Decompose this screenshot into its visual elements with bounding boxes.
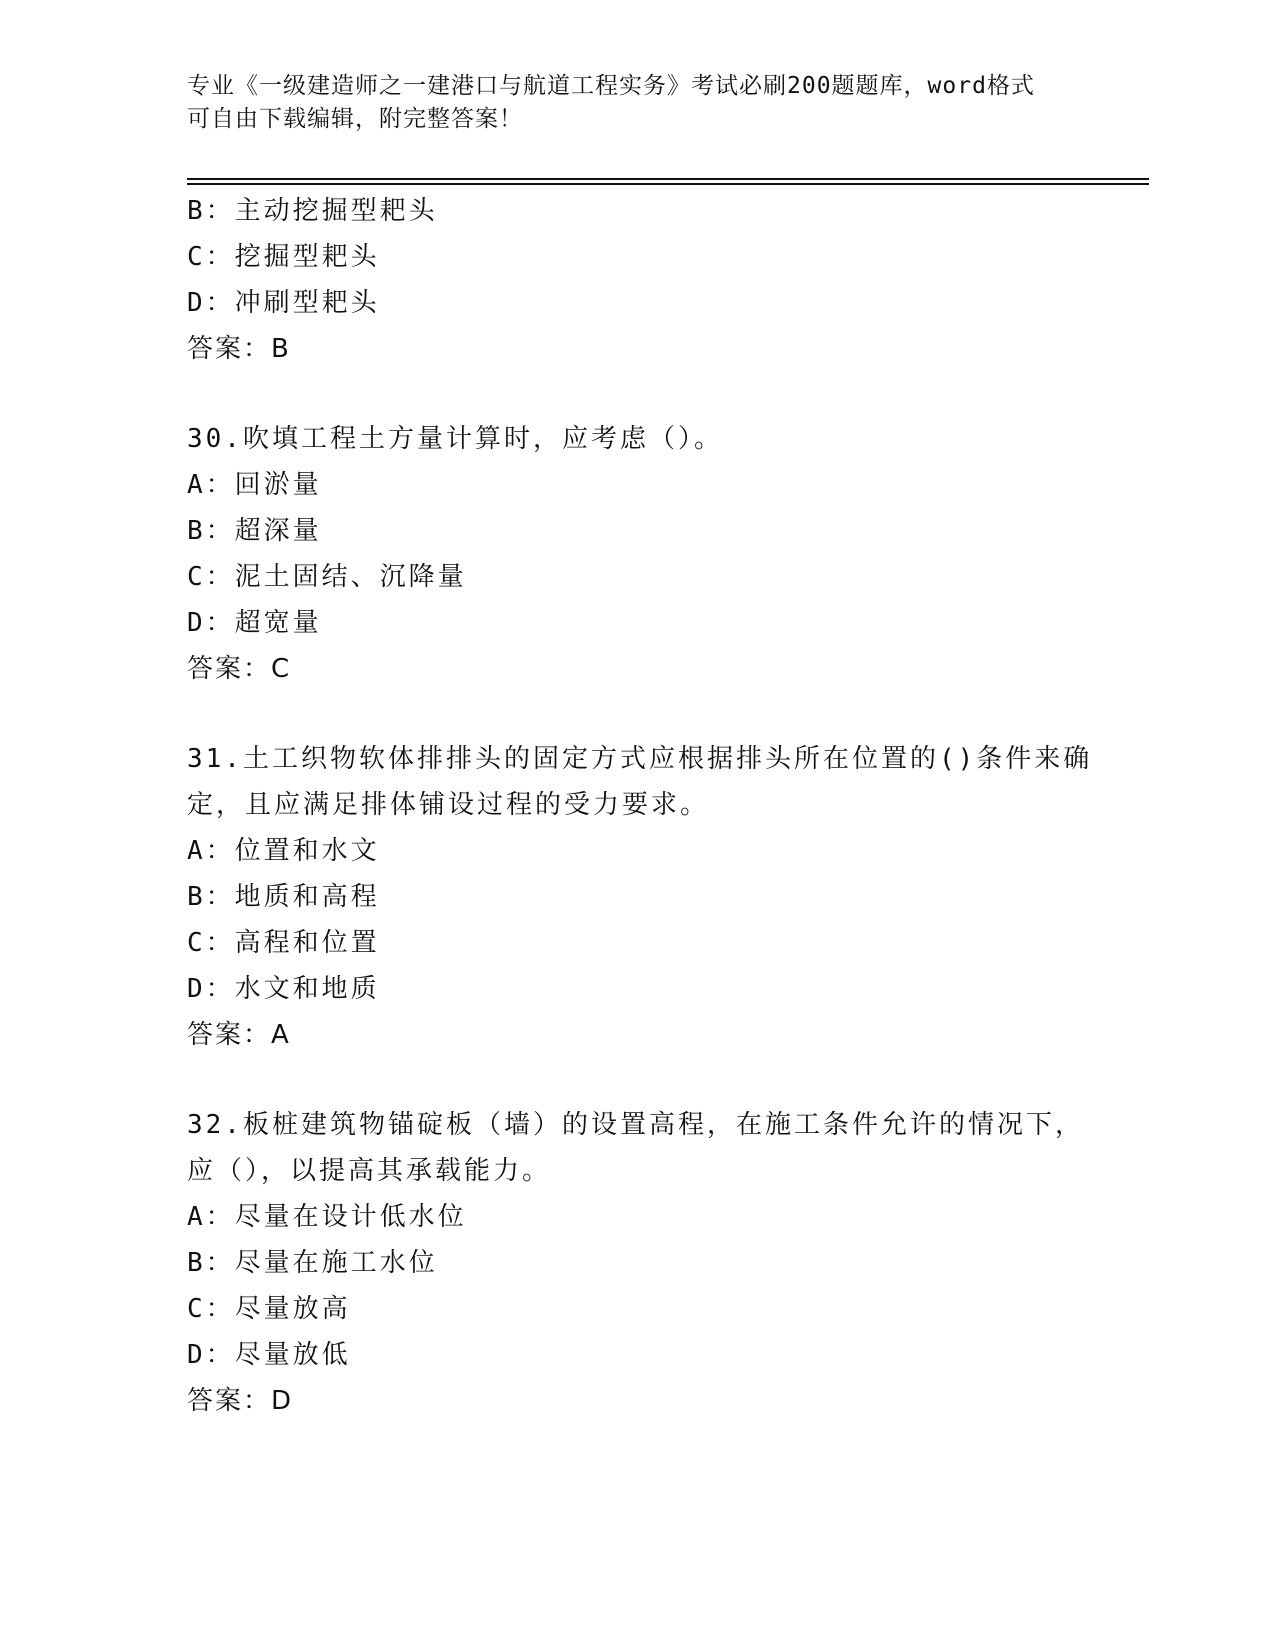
option-c: C：尽量放高 [187, 1294, 351, 1324]
question-32 [187, 1102, 1087, 1424]
document-header [187, 70, 1087, 136]
answer-line: 答案：B [187, 334, 291, 364]
question-31 [187, 736, 1093, 1058]
question-29-tail [187, 188, 1087, 372]
header-divider-top [187, 178, 1149, 180]
option-a: A：回淤量 [187, 470, 322, 500]
header-divider-bottom [187, 183, 1149, 185]
question-30 [187, 416, 1087, 692]
option-c: C：高程和位置 [187, 928, 380, 958]
option-b: B：超深量 [187, 516, 322, 546]
answer-line: 答案：C [187, 654, 292, 684]
answer-line: 答案：A [187, 1020, 291, 1050]
question-stem-line-1: 31.土工织物软体排排头的固定方式应根据排头所在位置的()条件来确 [187, 744, 1093, 774]
header-line-2: 可自由下载编辑，附完整答案！ [187, 106, 523, 132]
option-b: B：地质和高程 [187, 882, 380, 912]
option-d: D：超宽量 [187, 608, 322, 638]
option-d: D：水文和地质 [187, 974, 380, 1004]
option-c: C：泥土固结、沉降量 [187, 562, 467, 592]
option-d: D：冲刷型耙头 [187, 288, 380, 318]
question-stem-line-2: 应（），以提高其承载能力。 [187, 1156, 552, 1186]
option-b: B：尽量在施工水位 [187, 1248, 438, 1278]
header-line-1: 专业《一级建造师之一建港口与航道工程实务》考试必刷200题题库，word格式 [187, 73, 1035, 99]
question-content [187, 188, 1093, 1424]
option-a: A：位置和水文 [187, 836, 380, 866]
option-b: B：主动挖掘型耙头 [187, 196, 438, 226]
question-stem-line-1: 32.板桩建筑物锚碇板（墙）的设置高程，在施工条件允许的情况下， [187, 1110, 1084, 1140]
question-stem: 30.吹填工程土方量计算时，应考虑（）。 [187, 424, 723, 454]
option-a: A：尽量在设计低水位 [187, 1202, 467, 1232]
question-stem-line-2: 定，且应满足排体铺设过程的受力要求。 [187, 790, 710, 820]
answer-line: 答案：D [187, 1386, 294, 1416]
option-d: D：尽量放低 [187, 1340, 351, 1370]
option-c: C：挖掘型耙头 [187, 242, 380, 272]
